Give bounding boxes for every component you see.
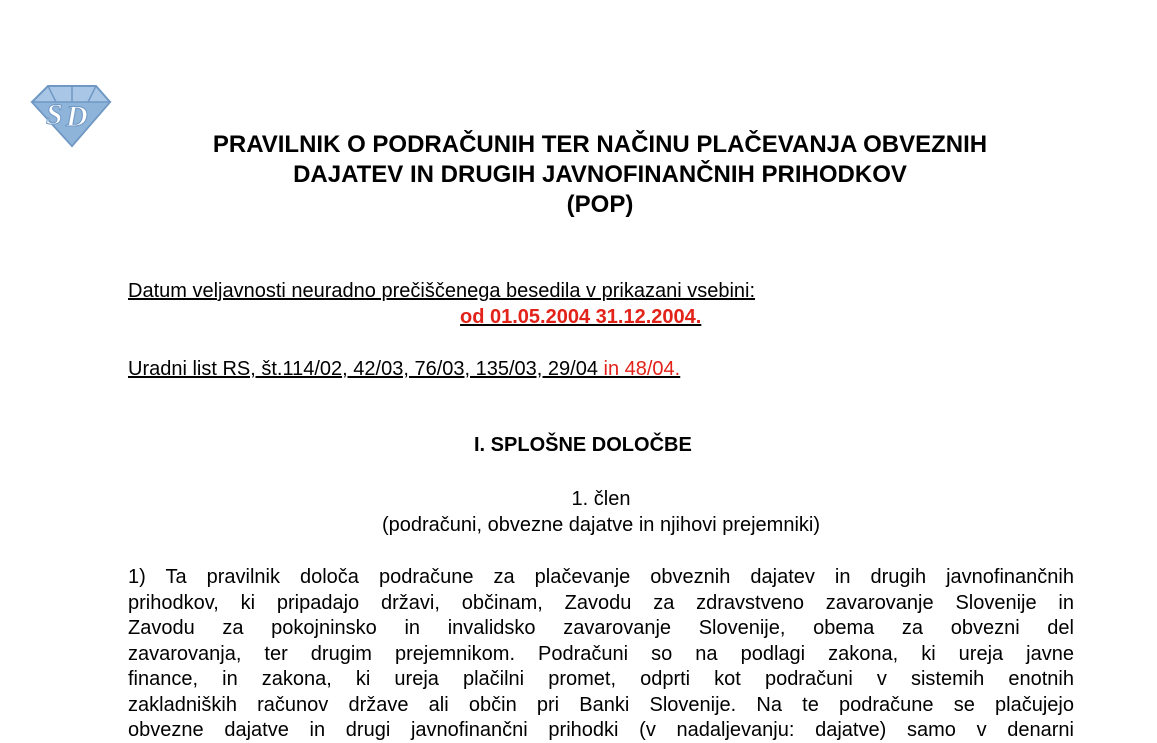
svg-text:S: S — [46, 98, 63, 131]
svg-text:D: D — [66, 100, 88, 133]
paragraph-line: obvezne dajatve in drugi javnofinančni prihodki (v nadaljevanju: dajatve) samo v denarni — [128, 719, 1074, 741]
official-gazette-reference — [128, 356, 680, 382]
article-number: 1. člen — [571, 488, 631, 510]
gazette-latest-amendment: in 48/04. — [603, 358, 681, 380]
article-heading — [346, 486, 856, 538]
gazette-issues: Uradni list RS, št.114/02, 42/03, 76/03, 135/03, 29/04 — [128, 358, 604, 380]
validity-section — [128, 278, 755, 304]
paragraph-line: zavarovanja, ter drugim prejemnikom. Podračuni so na podlagi zakona, ki ureja javne — [128, 642, 1074, 665]
article-subtitle: (podračuni, obvezne dajatve in njihovi prejemniki) — [381, 514, 821, 536]
title-line-1: PRAVILNIK O PODRAČUNIH TER NAČINU PLAČEVANJA OBVEZNIH — [212, 131, 988, 158]
document-title — [0, 130, 1157, 220]
validity-label: Datum veljavnosti neuradno prečiščenega besedila v prikazani vsebini: — [128, 280, 756, 302]
paragraph-line: 1) Ta pravilnik določa podračune za plačevanje obveznih dajatev in drugih javnofinančnih — [128, 566, 1074, 588]
paragraph-line: finance, in zakona, ki ureja plačilni promet, odprti kot podračuni v sistemih enotnih — [128, 668, 1074, 690]
paragraph-line: zakladniških računov države ali občin pri Banki Slovenije. Na te podračune se plačujejo — [128, 693, 1074, 716]
paragraph-line: Zavodu za pokojninsko in invalidsko zavarovanje Slovenije, obema za obvezni del — [128, 617, 1074, 639]
validity-dates: od 01.05.2004 31.12.2004. — [460, 306, 702, 328]
title-line-2: DAJATEV IN DRUGIH JAVNOFINANČNIH PRIHODKOV — [293, 161, 907, 188]
title-line-3: (POP) — [566, 191, 634, 218]
paragraph-line: prihodkov, ki pripadajo državi, občinam, Zavodu za zdravstveno zavarovanje Slovenije in — [128, 591, 1074, 614]
article-paragraph-1 — [128, 565, 1074, 743]
chapter-heading: I. SPLOŠNE DOLOČBE — [474, 434, 692, 456]
